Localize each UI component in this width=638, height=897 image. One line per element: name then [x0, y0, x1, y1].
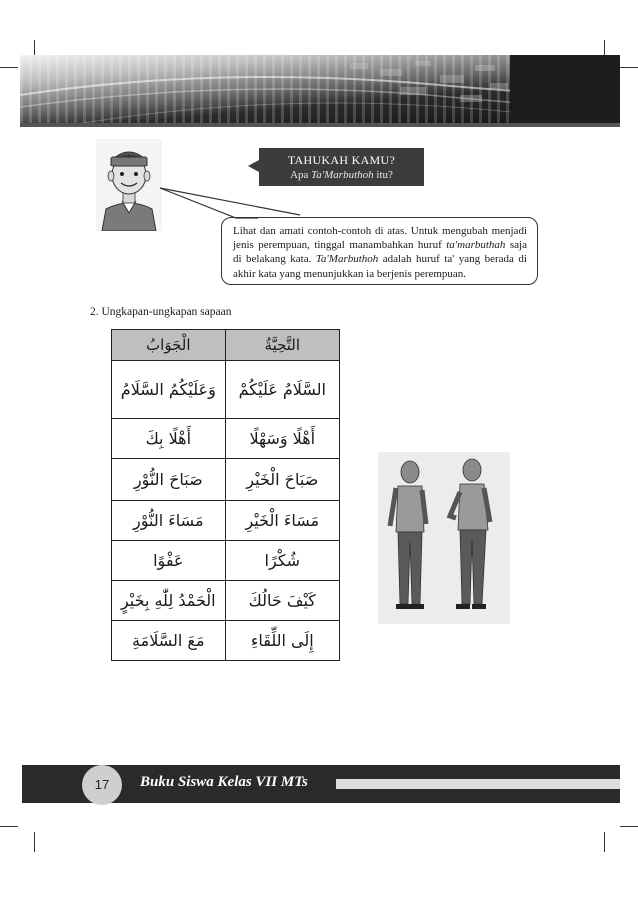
greeting-table [111, 329, 340, 661]
section-title: 2. Ungkapan-ungkapan sapaan [90, 306, 232, 318]
book-title: Buku Siswa Kelas VII MTs [140, 774, 308, 790]
page-number: 17 [82, 765, 122, 805]
table-row [112, 541, 340, 581]
bubble-term: ta'marbuthah [446, 239, 506, 252]
greeting-cell: صَبَاحَ الْخَيْرِ [225, 459, 339, 501]
answer-cell: مَعَ السَّلَامَةِ [112, 621, 226, 661]
question-text-end: itu? [373, 169, 393, 181]
answer-cell: الْحَمْدُ لِلّٰهِ بِخَيْرٍ [112, 581, 226, 621]
two-people-greeting-illustration [378, 452, 510, 624]
answer-cell: أَهْلًا بِكَ [112, 419, 226, 459]
bubble-text: adalah huruf ta' yang berada di akhir kata yang menunjukkan ia berjenis perempuan. [233, 253, 527, 280]
page-footer [22, 765, 620, 803]
answer-cell: وَعَلَيْكُمُ السَّلَامُ [112, 361, 226, 419]
question-term: Ta'Marbuthoh [311, 169, 374, 181]
answer-cell: مَسَاءَ النُّوْرِ [112, 501, 226, 541]
bubble-text: saja di belakang kata. [233, 239, 527, 266]
table-row [112, 361, 340, 419]
bubble-term: Ta'Marbuthoh [315, 253, 379, 266]
table-header-row [112, 330, 340, 361]
table-row [112, 419, 340, 459]
crop-mark [604, 832, 605, 852]
crop-mark [0, 826, 18, 827]
explanation-speech-bubble [221, 217, 538, 285]
greeting-cell: مَسَاءَ الْخَيْرِ [225, 501, 339, 541]
table-row [112, 459, 340, 501]
tahukah-title: TAHUKAH KAMU? [287, 153, 396, 167]
table-row [112, 501, 340, 541]
greeting-cell: السَّلَامُ عَلَيْكُمْ [225, 361, 339, 419]
table-row [112, 581, 340, 621]
answer-cell: عَفْوًا [112, 541, 226, 581]
answer-cell: صَبَاحَ النُّوْرِ [112, 459, 226, 501]
crop-mark [620, 826, 638, 827]
greeting-cell: شُكْرًا [225, 541, 339, 581]
greeting-cell: أَهْلًا وَسَهْلًا [225, 419, 339, 459]
greeting-cell: كَيْفَ حَالُكَ [225, 581, 339, 621]
crop-mark [34, 832, 35, 852]
bubble-text: Lihat dan amati contoh-contoh di atas. Untuk mengubah menjadi jenis perempuan, tinggal manambahkan huruf [233, 225, 527, 252]
header-greeting: التَّحِيَّةُ [225, 330, 339, 361]
footer-bar [336, 779, 620, 789]
table-row [112, 621, 340, 661]
header-answer: الْجَوَابُ [112, 330, 226, 361]
question-text: Apa [290, 169, 312, 181]
greeting-cell: إِلَى اللِّقَاءِ [225, 621, 339, 661]
